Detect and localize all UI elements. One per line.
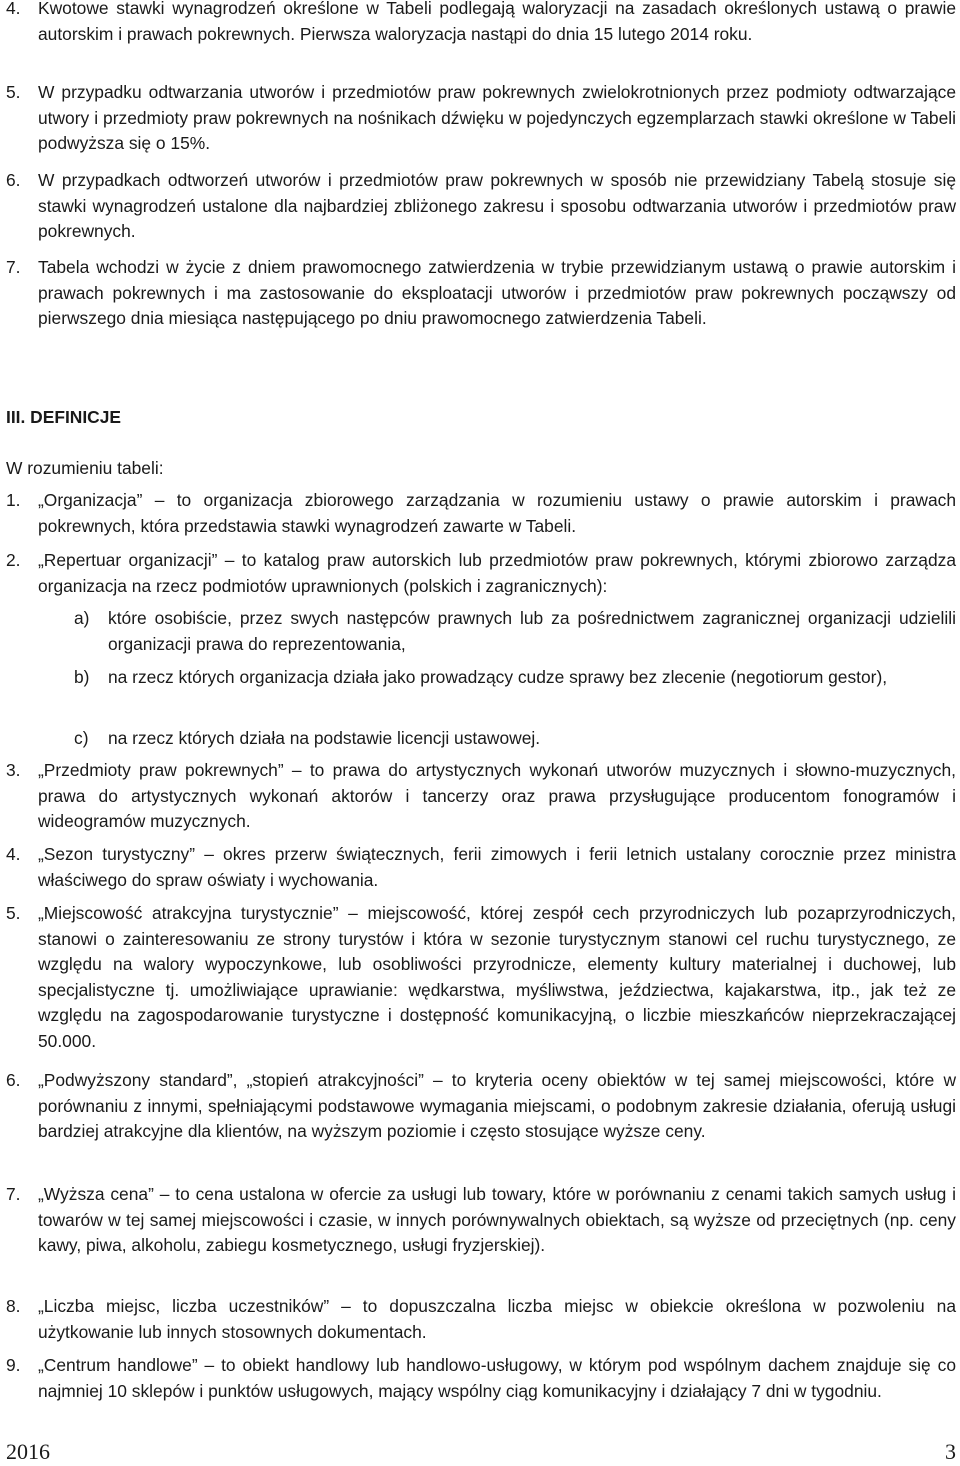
item-text: „Organizacja” – to organizacja zbiorowego zarządzania w rozumieniu ustawy o prawie autorskim i prawach pokrewnych, która przedstawia stawki wynagrodzeń zawarte w Tabeli. (38, 490, 956, 536)
item-number: 7. (6, 257, 21, 277)
item-text: „Repertuar organizacji” – to katalog praw autorskich lub przedmiotów praw pokrewnych, którymi zbiorowo zarządza organizacja na rzecz podmiotów uprawnionych (polskich i zagranicznych): (38, 550, 956, 596)
item-number: 6. (6, 1070, 21, 1090)
item-text: Kwotowe stawki wynagrodzeń określone w Tabeli podlegają waloryzacji na zasadach określonych ustawą o prawie autorskim i prawach pokrewnych. Pierwsza waloryzacja nastąpi do dnia 15 lutego 2014 roku. (38, 0, 956, 44)
item-text: Tabela wchodzi w życie z dniem prawomocnego zatwierdzenia w trybie przewidzianym ustawą o prawie autorskim i prawach pokrewnych i ma zastosowanie do eksploatacji utworów i przedmiotów praw pokrewnych począwszy od pierwszego dnia miesiąca następującego po dniu prawomocnego zatwierdzenia Tabeli. (38, 257, 956, 329)
item-text: „Podwyższony standard”, „stopień atrakcyjności” – to kryteria oceny obiektów w tej samej miejscowości, które w porównaniu z innymi, spełniającymi podstawowe wymagania miejscami, o podobnym zakresie działania, oferują usługi bardziej atrakcyjne dla klientów, na wyższym poziomie i często stosujące wyższe ceny. (38, 1070, 956, 1142)
item-letter: c) (74, 728, 89, 748)
item-number: 2. (6, 550, 21, 570)
item-number: 8. (6, 1296, 21, 1316)
item-number: 5. (6, 903, 21, 923)
item-number: 4. (6, 844, 21, 864)
item-text: „Wyższa cena” – to cena ustalona w ofercie za usługi lub towary, które w porównaniu z cenami takich samych usług i towarów w tej samej miejscowości i czasie, w innych porównywalnych obiektach, są wyższe od przeciętnych (np. ceny kawy, piwa, alkoholu, zabiegu kosmetycznego, usługi fryzjerskiej). (38, 1184, 956, 1256)
section-heading: III. DEFINICJE (6, 407, 121, 427)
footer-year: 2016 (6, 1439, 50, 1464)
item-text: „Liczba miejsc, liczba uczestników” – to dopuszczalna liczba miejsc w obiekcie określona w pozwoleniu na użytkowanie lub innych stosownych dokumentach. (38, 1296, 956, 1342)
item-text: „Sezon turystyczny” – okres przerw świątecznych, ferii zimowych i ferii letnich ustalany corocznie przez ministra właściwego do spraw oświaty i wychowania. (38, 844, 956, 890)
item-letter: a) (74, 608, 90, 628)
item-text: W przypadkach odtworzeń utworów i przedmiotów praw pokrewnych w sposób nie przewidziany Tabelą stosuje się stawki wynagrodzeń ustalone dla najbardziej zbliżonego zakresu i sposobu odtwarzania utworów i przedmiotów praw pokrewnych. (38, 170, 956, 242)
item-number: 3. (6, 760, 21, 780)
item-number: 4. (6, 0, 21, 18)
item-text: „Centrum handlowe” – to obiekt handlowy lub handlowo-usługowy, w którym pod wspólnym dachem znajduje się co najmniej 10 sklepów i punktów usługowych, mający wspólny ciąg komunikacyjny i działający 7 dni w tygodniu. (38, 1355, 956, 1401)
item-text: „Miejscowość atrakcyjna turystycznie” – miejscowość, której zespół cech przyrodniczych lub pozaprzyrodniczych, stanowi o zainteresowaniu ze strony turystów i która w sezonie turystycznym stanowi cel ruchu turystycznego, ze względu na walory wypoczynkowe, lub osobliwości przyrodnicze, elementy kultury materialnej i duchowej, lub specjalistyczne tj. umożliwiające uprawianie: wędkarstwa, myśliwstwa, jeździectwa, kajakarstwa, itp., jak też ze względu na zagospodarowanie turystyczne i dostępność komunikacyjną, o liczbie mieszkańców nieprzekraczającej 50.000. (38, 903, 956, 1051)
item-text: na rzecz których działa na podstawie licencji ustawowej. (108, 728, 541, 748)
item-number: 9. (6, 1355, 21, 1375)
item-number: 1. (6, 490, 21, 510)
section-intro: W rozumieniu tabeli: (6, 458, 164, 478)
item-text: „Przedmioty praw pokrewnych” – to prawa do artystycznych wykonań utworów muzycznych i słowno-muzycznych, prawa do artystycznych wykonań aktorów i tancerzy oraz prawa przysługujące producentom fonogramów i wideogramów muzycznych. (38, 760, 956, 832)
item-text: na rzecz których organizacja działa jako prowadzący cudze sprawy bez zlecenie (negotiorum gestor), (108, 667, 888, 687)
item-letter: b) (74, 667, 90, 687)
item-number: 7. (6, 1184, 21, 1204)
item-text: W przypadku odtwarzania utworów i przedmiotów praw pokrewnych zwielokrotnionych przez podmioty odtwarzające utwory i przedmioty praw pokrewnych na nośnikach dźwięku w pojedynczych egzemplarzach stawki określone w Tabeli podwyższa się o 15%. (38, 82, 956, 154)
item-number: 6. (6, 170, 21, 190)
page-number: 3 (945, 1439, 956, 1464)
item-text: które osobiście, przez swych następców prawnych lub za pośrednictwem zagranicznej organizacji udzielili organizacji prawa do reprezentowania, (108, 608, 956, 654)
item-number: 5. (6, 82, 21, 102)
